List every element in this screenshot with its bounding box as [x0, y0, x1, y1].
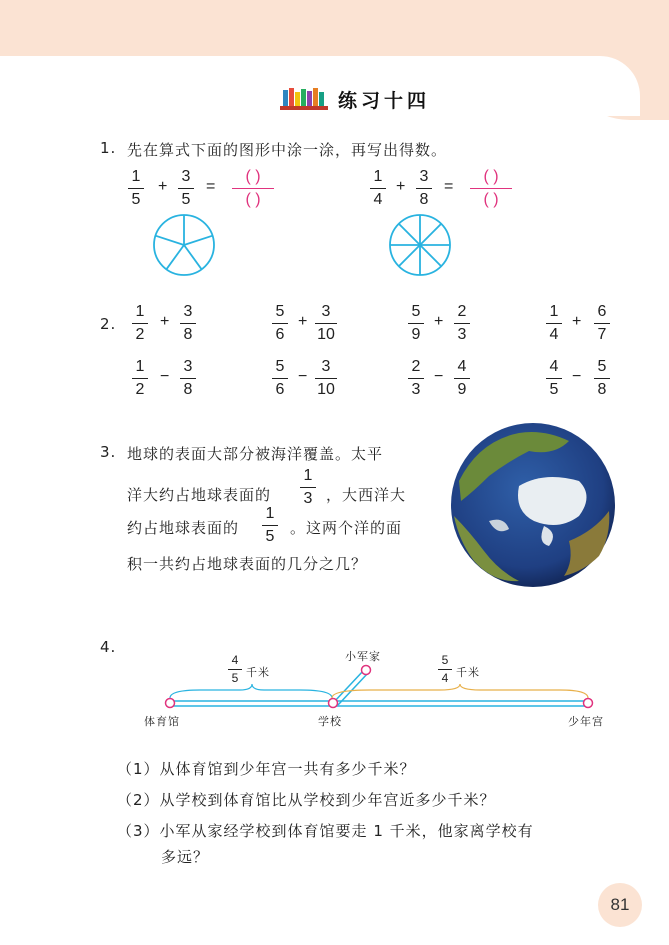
- q4-number: 4.: [100, 638, 117, 656]
- q1-e2-eq: =: [444, 178, 454, 195]
- q1-e1-frac-a: 1 5: [128, 168, 144, 209]
- q4-sub1: （1）从体育馆到少年宫一共有多少千米？: [117, 760, 416, 778]
- q2-r2-c3-frac-a: 2 3: [408, 358, 424, 399]
- q2-r1-c2-frac-a: 5 6: [272, 303, 288, 344]
- earth-globe-image: [449, 421, 617, 589]
- label-gym: 体育馆: [144, 715, 180, 728]
- q4-dist2-unit: 千米: [456, 666, 480, 679]
- circle-eighths[interactable]: [388, 213, 452, 277]
- q4-dist1-unit: 千米: [246, 666, 270, 679]
- q3-line4: 积一共约占地球表面的几分之几？: [127, 555, 368, 573]
- q1-e2-op: +: [396, 178, 406, 195]
- q2-r1-c1-frac-a: 1 2: [132, 303, 148, 344]
- q1-e2-frac-a: 1 4: [370, 168, 386, 209]
- q4-sub3: （3）小军从家经学校到体育馆要走 1 千米，他家离学校有: [117, 822, 534, 840]
- label-palace: 少年宫: [568, 715, 604, 728]
- home-node: [362, 666, 371, 675]
- q2-r2-c4-op: −: [572, 368, 582, 385]
- q4-sub2: （2）从学校到体育馆比从学校到少年宫近多少千米？: [117, 791, 496, 809]
- q2-r1-c2-frac-b: 3 10: [315, 303, 337, 344]
- q1-number: 1.: [100, 139, 117, 157]
- q2-r1-c4-op: +: [572, 313, 582, 330]
- q2-r2-c4-frac-a: 4 5: [546, 358, 562, 399]
- q1-e1-answer-blank[interactable]: ( ) ( ): [232, 168, 274, 209]
- label-school: 学校: [318, 715, 342, 728]
- q3-line2-pre: 洋大约占地球表面的: [127, 486, 272, 504]
- q4-dist2-fraction: 5 4: [438, 654, 452, 685]
- page-title: 练习十四: [338, 90, 431, 112]
- q2-r2-c1-frac-a: 1 2: [132, 358, 148, 399]
- school-node: [329, 699, 338, 708]
- q2-r2-c2-op: −: [298, 368, 308, 385]
- q2-r2-c4-frac-b: 5 8: [594, 358, 610, 399]
- circle-fifths[interactable]: [152, 213, 216, 277]
- q3-atlantic-fraction: 1 5: [262, 505, 278, 546]
- page-number: 81: [598, 883, 642, 927]
- q3-line3-post: 。这两个洋的面: [290, 519, 403, 537]
- q2-r2-c2-frac-b: 3 10: [315, 358, 337, 399]
- q2-r1-c4-frac-a: 1 4: [546, 303, 562, 344]
- q2-r2-c1-frac-b: 3 8: [180, 358, 196, 399]
- q1-e1-op: +: [158, 178, 168, 195]
- q4-dist1-fraction: 4 5: [228, 654, 242, 685]
- gym-node: [166, 699, 175, 708]
- q2-r1-c3-frac-a: 5 9: [408, 303, 424, 344]
- q1-e2-frac-b: 3 8: [416, 168, 432, 209]
- q2-r1-c3-frac-b: 2 3: [454, 303, 470, 344]
- books-icon: [280, 86, 328, 114]
- q1-e1-frac-b: 3 5: [178, 168, 194, 209]
- q1-instruction: 先在算式下面的图形中涂一涂，再写出得数。: [127, 141, 448, 159]
- q3-pacific-fraction: 1 3: [300, 467, 316, 508]
- q2-r2-c1-op: −: [160, 368, 170, 385]
- q3-line2-post: ，大西洋大: [326, 486, 407, 504]
- q2-number: 2.: [100, 315, 117, 333]
- q2-r1-c2-op: +: [298, 313, 308, 330]
- q2-r1-c1-frac-b: 3 8: [180, 303, 196, 344]
- q2-r2-c3-frac-b: 4 9: [454, 358, 470, 399]
- q2-r1-c3-op: +: [434, 313, 444, 330]
- q2-r1-c1-op: +: [160, 313, 170, 330]
- q2-r1-c4-frac-b: 6 7: [594, 303, 610, 344]
- label-home: 小军家: [345, 650, 381, 663]
- q1-e2-answer-blank[interactable]: ( ) ( ): [470, 168, 512, 209]
- q3-line1: 地球的表面大部分被海洋覆盖。太平: [127, 445, 384, 463]
- q4-sub3-cont: 多远？: [161, 848, 210, 866]
- q3-number: 3.: [100, 443, 117, 461]
- q3-line3-pre: 约占地球表面的: [127, 519, 240, 537]
- q2-r2-c2-frac-a: 5 6: [272, 358, 288, 399]
- q1-e1-eq: =: [206, 178, 216, 195]
- palace-node: [584, 699, 593, 708]
- q2-r2-c3-op: −: [434, 368, 444, 385]
